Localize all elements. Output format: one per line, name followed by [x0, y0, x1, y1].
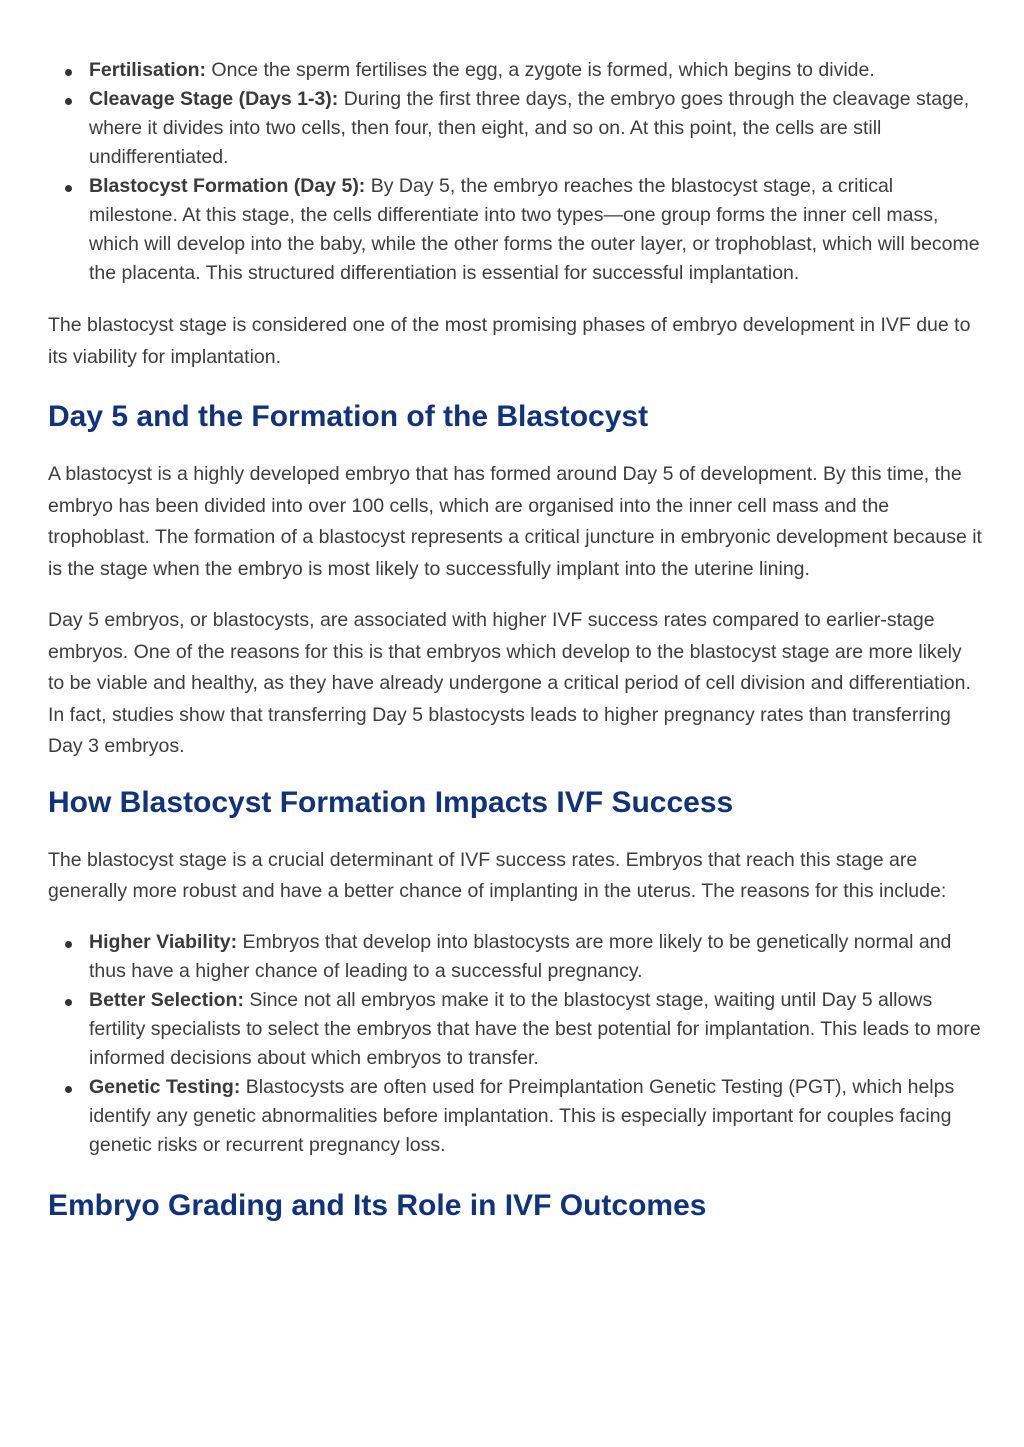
list-item	[89, 85, 983, 172]
list-item-text: By Day 5, the embryo reaches the blastocyst stage, a critical milestone. At this stage, the cells differentiate into two types—one group forms the inner cell mass, which will develop into the baby, while the other forms the outer layer, or trophoblast, which will become the placenta. This structured differentiation is essential for successful implantation.	[89, 175, 980, 284]
list-item-term: Better Selection:	[89, 988, 244, 1011]
list-item	[89, 1073, 983, 1160]
list-item	[89, 986, 983, 1073]
list-item-term: Blastocyst Formation (Day 5):	[89, 175, 366, 197]
list-item-text: Blastocysts are often used for Preimplantation Genetic Testing (PGT), which helps identify any genetic abnormalities before implantation. This is especially important for couples facing genetic risks or recurrent pregnancy loss.	[89, 1075, 955, 1156]
list-item-text: Since not all embryos make it to the blastocyst stage, waiting until Day 5 allows fertility specialists to select the embryos that have the best potential for implantation. This leads to more informed decisions about which embryos to transfer.	[89, 988, 981, 1069]
success-reasons-list	[48, 928, 983, 1160]
paragraph: A blastocyst is a highly developed embryo that has formed around Day 5 of development. By this time, the embryo has been divided into over 100 cells, which are organised into the inner cell mass and the trophoblast. The formation of a blastocyst represents a critical juncture in embryonic development because it is the stage when the embryo is most likely to successfully implant into the uterine lining.	[48, 463, 982, 580]
list-item-text: Once the sperm fertilises the egg, a zygote is formed, which begins to divide.	[206, 59, 875, 81]
list-item-term: Fertilisation:	[89, 59, 207, 81]
list-item	[89, 928, 983, 986]
section-heading: Day 5 and the Formation of the Blastocyst	[48, 400, 649, 433]
list-item-term: Genetic Testing:	[89, 1075, 241, 1098]
list-item-text: During the first three days, the embryo goes through the cleavage stage, where it divides into two cells, then four, then eight, and so on. At this point, the cells are still undifferentiated.	[89, 88, 970, 168]
list-item-text: Embryos that develop into blastocysts are more likely to be genetically normal and thus have a higher chance of leading to a successful pregnancy.	[89, 930, 952, 982]
list-item	[89, 172, 983, 288]
section-heading: How Blastocyst Formation Impacts IVF Success	[48, 785, 734, 819]
section-heading: Embryo Grading and Its Role in IVF Outcomes	[48, 1188, 707, 1222]
article-body	[48, 56, 983, 1226]
paragraph: Day 5 embryos, or blastocysts, are associated with higher IVF success rates compared to earlier-stage embryos. One of the reasons for this is that embryos which develop to the blastocyst stage are more likely to be viable and healthy, as they have already undergone a critical period of cell division and differentiation. In fact, studies show that transferring Day 5 blastocysts leads to higher pregnancy rates than transferring Day 3 embryos.	[48, 609, 971, 757]
list-item	[89, 56, 983, 85]
paragraph: The blastocyst stage is considered one of the most promising phases of embryo development in IVF due to its viability for implantation.	[48, 314, 971, 368]
development-stages-list	[48, 56, 983, 288]
list-item-term: Cleavage Stage (Days 1-3):	[89, 88, 339, 110]
paragraph: The blastocyst stage is a crucial determinant of IVF success rates. Embryos that reach this stage are generally more robust and have a better chance of implanting in the uterus. The reasons for this include:	[48, 848, 947, 902]
list-item-term: Higher Viability:	[89, 930, 238, 953]
